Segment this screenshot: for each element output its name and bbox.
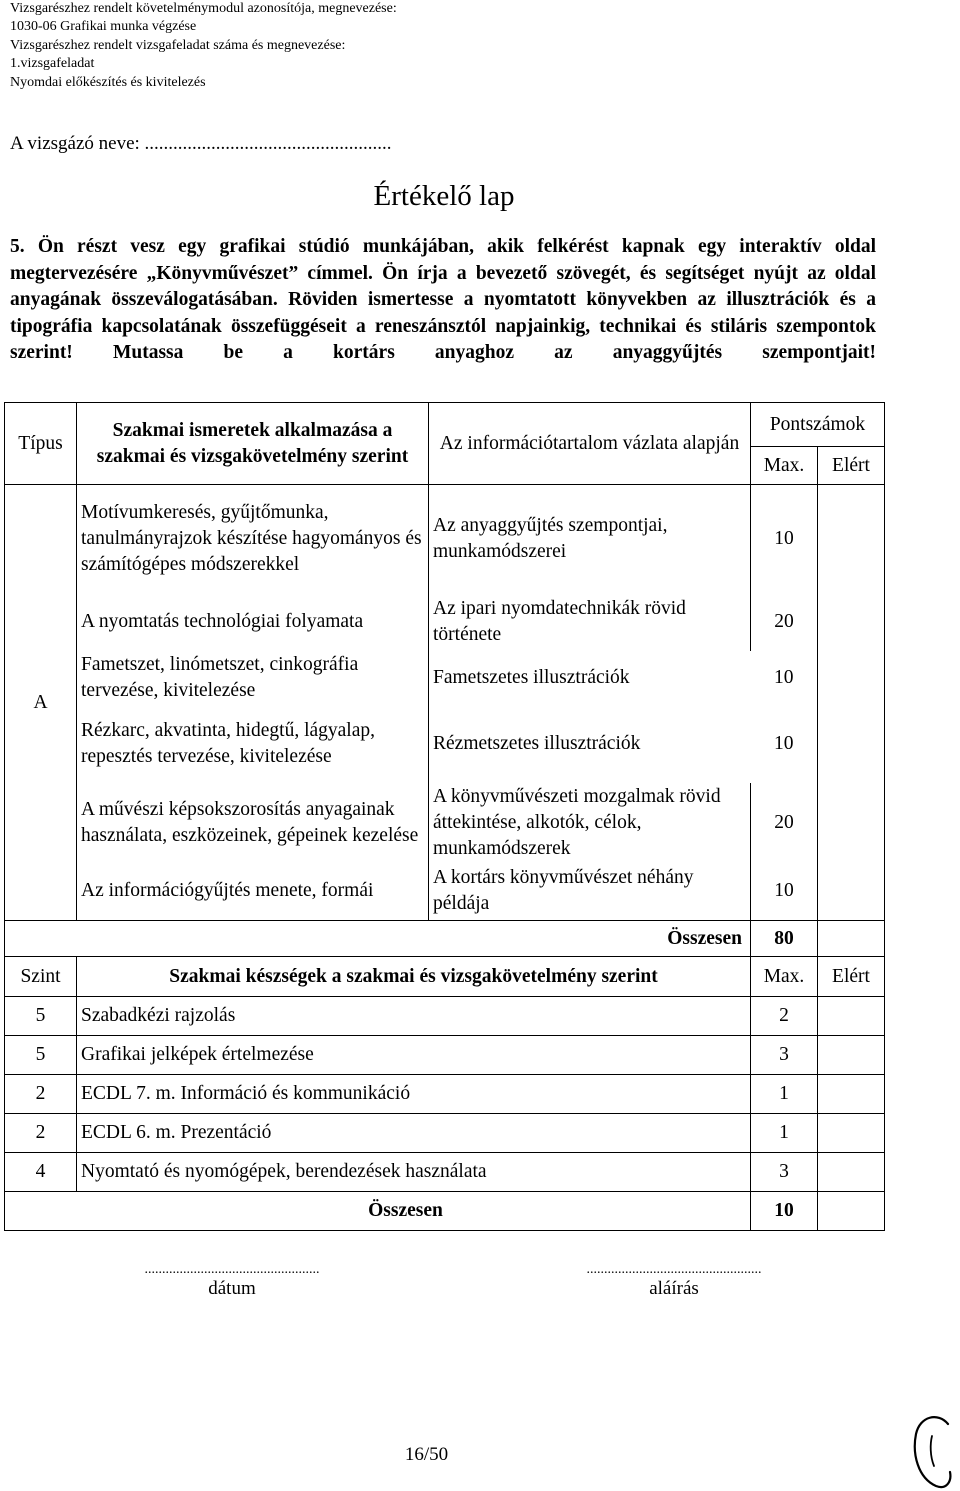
- page-title: Értékelő lap: [373, 180, 515, 212]
- max-cell: 10: [751, 651, 818, 705]
- level-cell: 2: [5, 1075, 77, 1114]
- header-skills: Szakmai ismeretek alkalmazása a szakmai és vizsgakövetelmény szerint: [77, 403, 429, 485]
- max-cell: 10: [751, 705, 818, 783]
- achieved-cell[interactable]: [818, 485, 885, 593]
- skill-cell-2: Szabadkézi rajzolás: [77, 997, 751, 1036]
- header-max-2: Max.: [751, 957, 818, 997]
- skill-cell: A művészi képsokszorosítás anyagainak használata, eszközeinek, gépeinek kezelése: [77, 783, 429, 863]
- signature-label: aláírás: [649, 1278, 699, 1299]
- skill-cell: Rézkarc, akvatinta, hidegtű, lágyalap, repesztés tervezése, kivitelezése: [77, 705, 429, 783]
- task-description: 5. Ön részt vesz egy grafikai stúdió munkájában, akik felkérést kapnak egy interaktív oldal megtervezésére „Könyvművészet” címmel. Ön írja a bevezető szövegét, és segítséget nyújt az oldal anyagának összeválogatásában. Röviden ismertesse a nyomtatott könyvekben az illusztrációk és a tipográfia kapcsolatának összefüggéseit a reneszánsztól napjainkig, technikai és stiláris szempontok szerint! Mutassa be a kortárs anyaghoz az anyaggyűjtés szempontjait!: [10, 236, 876, 363]
- handwritten-mark-icon: [908, 1412, 956, 1490]
- skill-cell-2: Grafikai jelképek értelmezése: [77, 1036, 751, 1075]
- date-label: dátum: [208, 1278, 256, 1299]
- max-cell-2: 1: [751, 1114, 818, 1153]
- achieved-cell-2[interactable]: [818, 1036, 885, 1075]
- achieved-cell[interactable]: [818, 705, 885, 783]
- total-label: Összesen: [5, 921, 751, 957]
- total-achieved[interactable]: [818, 921, 885, 957]
- header-achieved-2: Elért: [818, 957, 885, 997]
- achieved-cell-2[interactable]: [818, 1114, 885, 1153]
- header-level: Szint: [5, 957, 77, 997]
- max-cell-2: 1: [751, 1075, 818, 1114]
- max-cell: 20: [751, 593, 818, 651]
- header-line-module-label: Vizsgarészhez rendelt követelménymodul azonosítója, megnevezése:: [10, 1, 397, 16]
- evaluation-table: [4, 402, 885, 1231]
- level-cell: 4: [5, 1153, 77, 1192]
- document-header: [10, 0, 397, 92]
- header-info: Az információtartalom vázlata alapján: [429, 403, 751, 485]
- info-cell: Rézmetszetes illusztrációk: [429, 705, 751, 783]
- level-cell: 5: [5, 997, 77, 1036]
- achieved-cell-2[interactable]: [818, 1075, 885, 1114]
- skill-cell-2: Nyomtató és nyomógépek, berendezések használata: [77, 1153, 751, 1192]
- skill-cell: Az információgyűjtés menete, formái: [77, 863, 429, 921]
- achieved-cell[interactable]: [818, 863, 885, 921]
- header-max: Max.: [751, 447, 818, 485]
- max-cell: 10: [751, 485, 818, 593]
- achieved-cell[interactable]: [818, 651, 885, 705]
- skill-cell-2: ECDL 6. m. Prezentáció: [77, 1114, 751, 1153]
- skill-cell-2: ECDL 7. m. Információ és kommunikáció: [77, 1075, 751, 1114]
- achieved-cell-2[interactable]: [818, 1153, 885, 1192]
- signature-dots: ..................................................: [586, 1262, 762, 1277]
- achieved-cell-2[interactable]: [818, 997, 885, 1036]
- skill-cell: Fametszet, linómetszet, cinkográfia tervezése, kivitelezése: [77, 651, 429, 705]
- info-cell: Fametszetes illusztrációk: [429, 651, 751, 705]
- header-line-task-number: 1.vizsgafeladat: [10, 56, 95, 72]
- skill-cell: Motívumkeresés, gyűjtőmunka, tanulmányrajzok készítése hagyományos és számítógépes módszerekkel: [77, 485, 429, 593]
- page-number: 16/50: [404, 1444, 449, 1465]
- max-cell-2: 3: [751, 1153, 818, 1192]
- header-points: Pontszámok: [751, 403, 885, 447]
- info-cell: Az ipari nyomdatechnikák rövid története: [429, 593, 751, 651]
- header-type: Típus: [5, 403, 77, 485]
- header-line-module: 1030-06 Grafikai munka végzése: [10, 19, 197, 35]
- total-achieved-2[interactable]: [818, 1192, 885, 1231]
- info-cell: Az anyaggyűjtés szempontjai, munkamódszerei: [429, 485, 751, 593]
- header-line-task-label: Vizsgarészhez rendelt vizsgafeladat száma és megnevezése:: [10, 37, 346, 53]
- achieved-cell[interactable]: [818, 783, 885, 863]
- header-skills-2: Szakmai készségek a szakmai és vizsgakövetelmény szerint: [77, 957, 751, 997]
- header-line-task-name: Nyomdai előkészítés és kivitelezés: [10, 74, 206, 90]
- signature-block: [534, 1262, 814, 1300]
- date-dots: ..................................................: [144, 1262, 320, 1277]
- achieved-cell[interactable]: [818, 593, 885, 651]
- type-value: A: [5, 485, 77, 921]
- info-cell: A könyvművészeti mozgalmak rövid áttekintése, alkotók, célok, munkamódszerek: [429, 783, 751, 863]
- total-label-2: Összesen: [5, 1192, 751, 1231]
- total-max-2: 10: [751, 1192, 818, 1231]
- header-achieved: Elért: [818, 447, 885, 485]
- date-signature-block: [92, 1262, 372, 1300]
- skill-cell: A nyomtatás technológiai folyamata: [77, 593, 429, 651]
- info-cell: A kortárs könyvművészet néhány példája: [429, 863, 751, 921]
- level-cell: 2: [5, 1114, 77, 1153]
- max-cell: 10: [751, 863, 818, 921]
- max-cell: 20: [751, 783, 818, 863]
- level-cell: 5: [5, 1036, 77, 1075]
- total-max: 80: [751, 921, 818, 957]
- candidate-name-line: A vizsgázó neve: ....................................................: [10, 133, 392, 154]
- max-cell-2: 2: [751, 997, 818, 1036]
- max-cell-2: 3: [751, 1036, 818, 1075]
